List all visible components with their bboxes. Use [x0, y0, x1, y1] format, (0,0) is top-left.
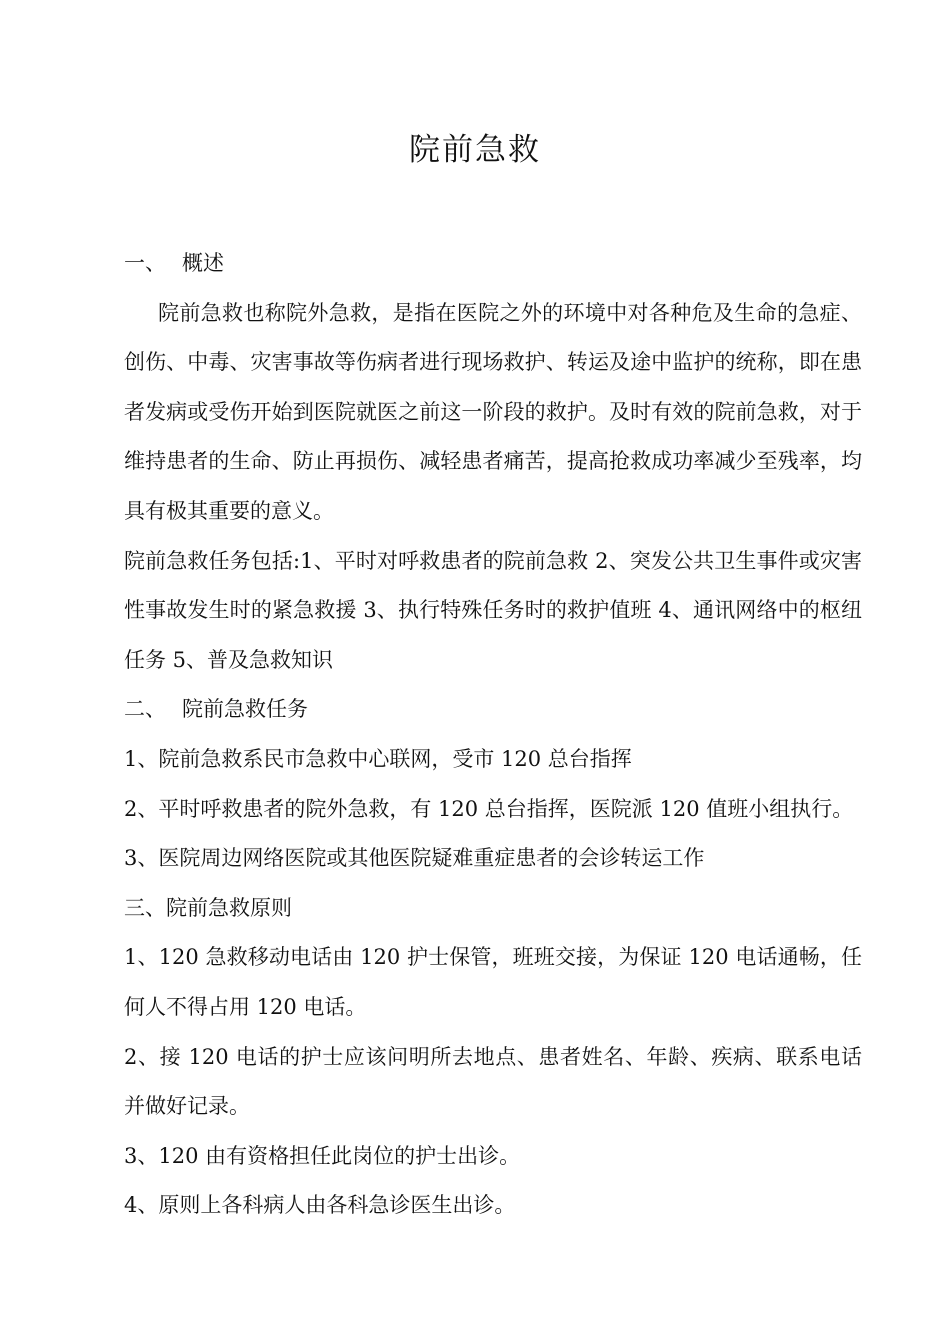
section-1-number: 一、: [124, 251, 166, 275]
list-item: 1、120 急救移动电话由 120 护士保管，班班交接，为保证 120 电话通畅，任何人不得占用 120 电话。: [124, 945, 862, 1019]
section-1-title: 概述: [182, 251, 224, 275]
list-item: 3、医院周边网络医院或其他医院疑难重症患者的会诊转运工作: [124, 846, 705, 871]
page-title: 院前急救: [409, 132, 541, 168]
section-1-heading: [124, 239, 862, 289]
section-3-heading: 三、院前急救原则: [124, 895, 292, 920]
list-item: 2、平时呼救患者的院外急救，有 120 总台指挥，医院派 120 值班小组执行。: [124, 796, 854, 821]
overview-paragraph: 院前急救也称院外急救，是指在医院之外的环境中对各种危及生命的急症、创伤、中毒、灾害事故等伤病者进行现场救护、转运及途中监护的统称，即在患者发病或受伤开始到医院就医之前这一阶段的救护。及时有效的院前急救，对于维持患者的生命、防止再损伤、减轻患者痛苦，提高抢救成功率减少至残率，均具有极其重要的意义。: [124, 300, 862, 523]
document-body: [124, 239, 862, 1231]
section-2-title: 院前急救任务: [182, 697, 308, 722]
list-item: 1、院前急救系民市急救中心联网，受市 120 总台指挥: [124, 746, 632, 771]
section-2-heading: [124, 685, 862, 735]
list-item: 2、接 120 电话的护士应该问明所去地点、患者姓名、年龄、疾病、联系电话并做好记录。: [124, 1044, 862, 1119]
list-item: 4、原则上各科病人由各科急诊医生出诊。: [124, 1193, 516, 1218]
list-item: 3、120 由有资格担任此岗位的护士出诊。: [124, 1143, 521, 1168]
section-2-number: 二、: [124, 697, 166, 722]
tasks-paragraph: 院前急救任务包括:1、平时对呼救患者的院前急救 2、突发公共卫生事件或灾害性事故发生时的紧急救援 3、执行特殊任务时的救护值班 4、通讯网络中的枢纽任务 5、普及急救知识: [124, 548, 862, 672]
